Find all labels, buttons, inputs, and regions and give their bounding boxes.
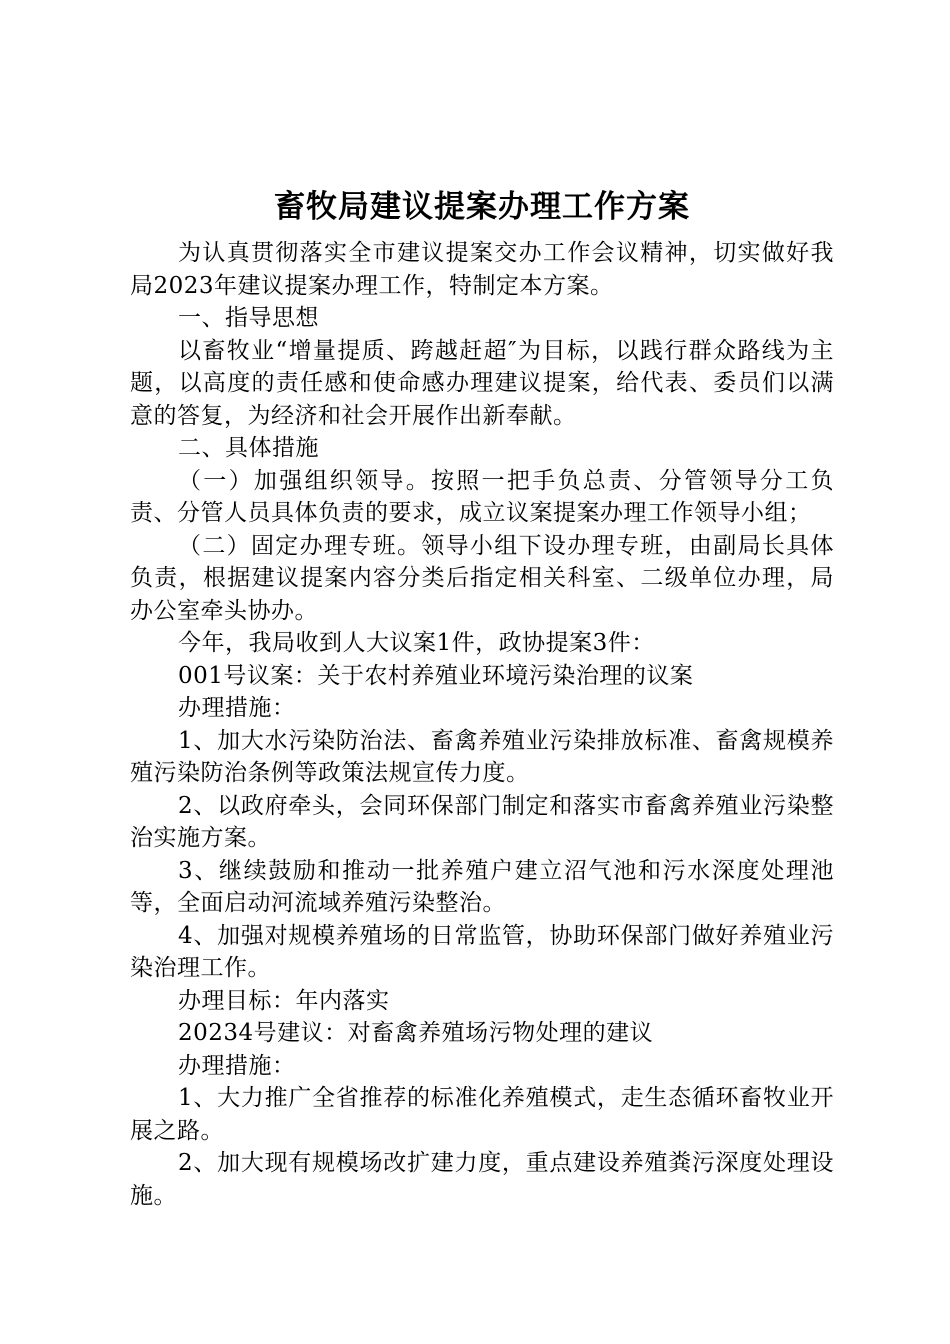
- section-heading-specific-measures: 二、具体措施: [178, 435, 319, 461]
- case-20234-measure-1: 1、大力推广全省推荐的标准化养殖模式，走生态循环畜牧业开展之路。: [130, 1085, 834, 1144]
- case-001-goal: 办理目标：年内落实: [178, 987, 390, 1014]
- case-001-measure-2: 2、以政府牵头，会同环保部门制定和落实市畜禽养殖业污染整治实施方案。: [130, 792, 834, 851]
- paragraph-measure-2: （二）固定办理专班。领导小组下设办理专班，由副局长具体负责，根据建议提案内容分类后指定相关科室、二级单位办理，局办公室牵头协办。: [130, 532, 834, 624]
- paragraph-cases-received: 今年，我局收到人大议案1件，政协提案3件：: [178, 630, 655, 656]
- case-heading-001: 001号议案：关于农村养殖业环境污染治理的议案: [178, 662, 694, 689]
- case-001-measure-1: 1、加大水污染防治法、畜禽养殖业污染排放标准、畜禽规模养殖污染防治条例等政策法规宣传力度。: [130, 727, 834, 786]
- paragraph-intro: 为认真贯彻落实全市建议提案交办工作会议精神，切实做好我局2023年建议提案办理工作，特制定本方案。: [130, 240, 834, 299]
- case-20234-measures-label: 办理措施：: [178, 1052, 296, 1079]
- paragraph-measure-1: （一）加强组织领导。按照一把手负总责、分管领导分工负责、分管人员具体负责的要求，成立议案提案办理工作领导小组；: [130, 467, 834, 526]
- case-001-measure-3: 3、继续鼓励和推动一批养殖户建立沼气池和污水深度处理池等，全面启动河流域养殖污染整治。: [130, 857, 834, 916]
- document-body: [130, 237, 834, 1212]
- paragraph-guiding-thought: 以畜牧业“增量提质、跨越赶超″为目标，以践行群众路线为主题，以高度的责任感和使命感办理建议提案，给代表、委员们以满意的答复，为经济和社会开展作出新奉献。: [130, 337, 834, 429]
- case-001-measures-label: 办理措施：: [178, 695, 296, 721]
- case-20234-measure-2: 2、加大现有规模场改扩建力度，重点建设养殖粪污深度处理设施。: [130, 1150, 834, 1209]
- section-heading-guiding-thought: 一、指导思想: [178, 305, 319, 331]
- document-title: 畜牧局建议提案办理工作方案: [274, 189, 690, 225]
- case-heading-20234: 20234号建议：对畜禽养殖场污物处理的建议: [178, 1020, 654, 1046]
- case-001-measure-4: 4、加强对规模养殖场的日常监管，协助环保部门做好养殖业污染治理工作。: [130, 922, 834, 981]
